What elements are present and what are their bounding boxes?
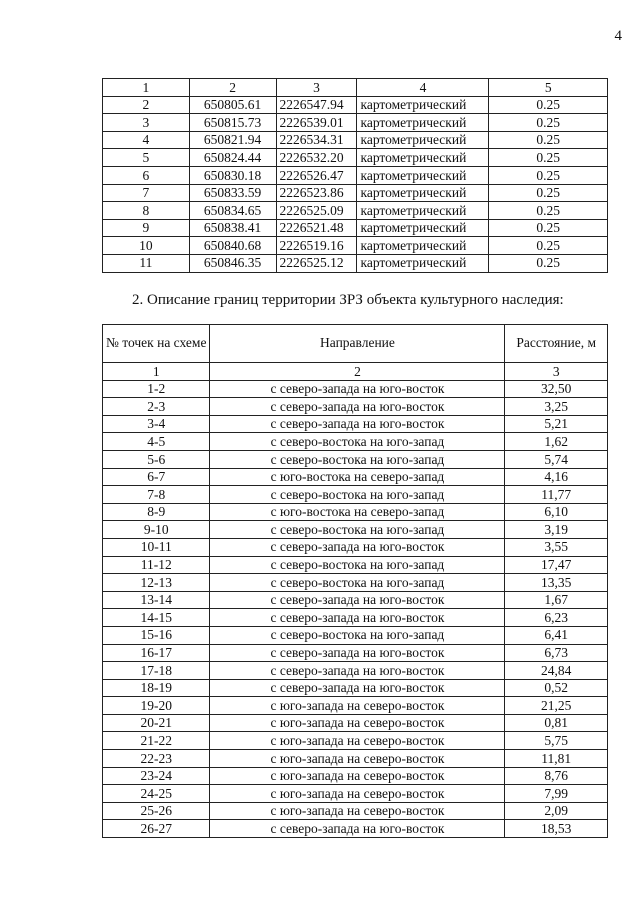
cell-method: картометрический — [357, 202, 489, 220]
cell-distance: 1,67 — [505, 591, 608, 609]
cell-distance: 5,75 — [505, 732, 608, 750]
cell-segment: 19-20 — [103, 697, 210, 715]
cell-direction: с северо-запада на юго-восток — [210, 538, 505, 556]
cell-y-coordinate: 2226534.31 — [276, 131, 357, 149]
cell-point-number: 4 — [103, 131, 190, 149]
cell-segment: 15-16 — [103, 626, 210, 644]
cell-direction: с северо-запада на юго-восток — [210, 679, 505, 697]
cell-direction: с юго-запада на северо-восток — [210, 697, 505, 715]
table-row — [103, 450, 608, 468]
table-header-row — [103, 325, 608, 363]
cell-direction: с юго-запада на северо-восток — [210, 802, 505, 820]
table-row — [103, 114, 608, 132]
cell-y-coordinate: 2226523.86 — [276, 184, 357, 202]
cell-direction: с северо-запада на юго-восток — [210, 609, 505, 627]
cell-segment: 26-27 — [103, 820, 210, 838]
cell-distance: 32,50 — [505, 380, 608, 398]
cell-segment: 21-22 — [103, 732, 210, 750]
cell-segment: 10-11 — [103, 538, 210, 556]
cell-distance: 3,25 — [505, 398, 608, 416]
cell-method: картометрический — [357, 149, 489, 167]
cell-segment: 7-8 — [103, 486, 210, 504]
cell-method: картометрический — [357, 131, 489, 149]
cell-segment: 13-14 — [103, 591, 210, 609]
cell-direction: с юго-запада на северо-восток — [210, 732, 505, 750]
table-row — [103, 820, 608, 838]
table-row — [103, 237, 608, 255]
cell-distance: 3,55 — [505, 538, 608, 556]
table-header-row — [103, 79, 608, 97]
cell-accuracy: 0.25 — [489, 237, 608, 255]
cell-y-coordinate: 2226539.01 — [276, 114, 357, 132]
column-number-row — [103, 363, 608, 381]
cell-x-coordinate: 650840.68 — [189, 237, 276, 255]
cell-distance: 4,16 — [505, 468, 608, 486]
boundary-description-table — [102, 324, 608, 838]
cell-method: картометрический — [357, 114, 489, 132]
table-row — [103, 380, 608, 398]
cell-direction: с северо-запада на юго-восток — [210, 380, 505, 398]
cell-direction: с юго-востока на северо-запад — [210, 468, 505, 486]
cell-distance: 6,41 — [505, 626, 608, 644]
table-row — [103, 503, 608, 521]
cell-distance: 8,76 — [505, 767, 608, 785]
cell-point-number: 5 — [103, 149, 190, 167]
cell-segment: 14-15 — [103, 609, 210, 627]
cell-direction: с северо-востока на юго-запад — [210, 521, 505, 539]
table-row — [103, 96, 608, 114]
cell-direction: с северо-запада на юго-восток — [210, 415, 505, 433]
cell-method: картометрический — [357, 96, 489, 114]
cell-segment: 24-25 — [103, 785, 210, 803]
column-number: 5 — [489, 79, 608, 97]
column-number: 3 — [505, 363, 608, 381]
column-number: 1 — [103, 79, 190, 97]
table-row — [103, 662, 608, 680]
table-row — [103, 574, 608, 592]
cell-direction: с северо-запада на юго-восток — [210, 591, 505, 609]
cell-direction: с юго-запада на северо-восток — [210, 750, 505, 768]
column-number: 3 — [276, 79, 357, 97]
cell-point-number: 3 — [103, 114, 190, 132]
cell-direction: с северо-запада на юго-восток — [210, 398, 505, 416]
cell-x-coordinate: 650846.35 — [189, 254, 276, 272]
cell-segment: 4-5 — [103, 433, 210, 451]
cell-segment: 20-21 — [103, 714, 210, 732]
table-row — [103, 644, 608, 662]
table-row — [103, 556, 608, 574]
cell-y-coordinate: 2226525.12 — [276, 254, 357, 272]
cell-x-coordinate: 650824.44 — [189, 149, 276, 167]
cell-distance: 6,23 — [505, 609, 608, 627]
cell-segment: 23-24 — [103, 767, 210, 785]
coordinates-table — [102, 78, 608, 273]
cell-direction: с северо-востока на юго-запад — [210, 433, 505, 451]
cell-direction: с северо-запада на юго-восток — [210, 820, 505, 838]
cell-x-coordinate: 650833.59 — [189, 184, 276, 202]
cell-distance: 0,81 — [505, 714, 608, 732]
cell-segment: 25-26 — [103, 802, 210, 820]
cell-direction: с северо-востока на юго-запад — [210, 486, 505, 504]
column-header-direction: Направление — [210, 325, 505, 363]
cell-distance: 24,84 — [505, 662, 608, 680]
cell-distance: 2,09 — [505, 802, 608, 820]
cell-distance: 5,74 — [505, 450, 608, 468]
cell-point-number: 10 — [103, 237, 190, 255]
table-row — [103, 802, 608, 820]
table-row — [103, 433, 608, 451]
cell-accuracy: 0.25 — [489, 202, 608, 220]
cell-y-coordinate: 2226521.48 — [276, 219, 357, 237]
cell-x-coordinate: 650834.65 — [189, 202, 276, 220]
cell-distance: 6,73 — [505, 644, 608, 662]
cell-x-coordinate: 650815.73 — [189, 114, 276, 132]
cell-segment: 5-6 — [103, 450, 210, 468]
cell-segment: 11-12 — [103, 556, 210, 574]
cell-segment: 17-18 — [103, 662, 210, 680]
cell-distance: 1,62 — [505, 433, 608, 451]
cell-method: картометрический — [357, 219, 489, 237]
cell-segment: 6-7 — [103, 468, 210, 486]
cell-y-coordinate: 2226526.47 — [276, 166, 357, 184]
cell-x-coordinate: 650821.94 — [189, 131, 276, 149]
cell-y-coordinate: 2226547.94 — [276, 96, 357, 114]
cell-segment: 8-9 — [103, 503, 210, 521]
table-row — [103, 131, 608, 149]
table-row — [103, 679, 608, 697]
cell-distance: 13,35 — [505, 574, 608, 592]
column-number: 2 — [189, 79, 276, 97]
table-row — [103, 415, 608, 433]
table-row — [103, 521, 608, 539]
cell-method: картометрический — [357, 254, 489, 272]
column-number: 2 — [210, 363, 505, 381]
cell-y-coordinate: 2226525.09 — [276, 202, 357, 220]
cell-point-number: 6 — [103, 166, 190, 184]
cell-segment: 16-17 — [103, 644, 210, 662]
table-row — [103, 697, 608, 715]
page-number: 4 — [614, 28, 622, 44]
cell-y-coordinate: 2226519.16 — [276, 237, 357, 255]
table-row — [103, 732, 608, 750]
cell-accuracy: 0.25 — [489, 166, 608, 184]
table-row — [103, 609, 608, 627]
table-row — [103, 538, 608, 556]
cell-point-number: 8 — [103, 202, 190, 220]
cell-segment: 22-23 — [103, 750, 210, 768]
column-header-points: № точек на схеме — [103, 325, 210, 363]
cell-point-number: 2 — [103, 96, 190, 114]
table-row — [103, 202, 608, 220]
cell-point-number: 9 — [103, 219, 190, 237]
cell-accuracy: 0.25 — [489, 96, 608, 114]
cell-direction: с северо-востока на юго-запад — [210, 556, 505, 574]
table-row — [103, 714, 608, 732]
cell-distance: 17,47 — [505, 556, 608, 574]
cell-direction: с северо-запада на юго-восток — [210, 644, 505, 662]
table-row — [103, 591, 608, 609]
table-row — [103, 468, 608, 486]
cell-point-number: 11 — [103, 254, 190, 272]
cell-accuracy: 0.25 — [489, 184, 608, 202]
cell-segment: 2-3 — [103, 398, 210, 416]
column-number: 4 — [357, 79, 489, 97]
column-header-distance: Расстояние, м — [505, 325, 608, 363]
table-row — [103, 184, 608, 202]
table-row — [103, 166, 608, 184]
cell-distance: 7,99 — [505, 785, 608, 803]
cell-distance: 18,53 — [505, 820, 608, 838]
cell-x-coordinate: 650805.61 — [189, 96, 276, 114]
cell-point-number: 7 — [103, 184, 190, 202]
cell-segment: 3-4 — [103, 415, 210, 433]
cell-direction: с юго-запада на северо-восток — [210, 785, 505, 803]
cell-distance: 21,25 — [505, 697, 608, 715]
cell-direction: с северо-запада на юго-восток — [210, 662, 505, 680]
table-row — [103, 398, 608, 416]
cell-accuracy: 0.25 — [489, 219, 608, 237]
cell-direction: с северо-востока на юго-запад — [210, 626, 505, 644]
table-row — [103, 626, 608, 644]
cell-distance: 11,77 — [505, 486, 608, 504]
cell-distance: 6,10 — [505, 503, 608, 521]
cell-method: картометрический — [357, 166, 489, 184]
cell-distance: 5,21 — [505, 415, 608, 433]
cell-method: картометрический — [357, 237, 489, 255]
cell-segment: 12-13 — [103, 574, 210, 592]
cell-accuracy: 0.25 — [489, 114, 608, 132]
table-row — [103, 219, 608, 237]
cell-segment: 18-19 — [103, 679, 210, 697]
table-row — [103, 254, 608, 272]
table-row — [103, 785, 608, 803]
cell-direction: с северо-востока на юго-запад — [210, 574, 505, 592]
cell-x-coordinate: 650830.18 — [189, 166, 276, 184]
cell-direction: с юго-запада на северо-восток — [210, 714, 505, 732]
cell-y-coordinate: 2226532.20 — [276, 149, 357, 167]
cell-direction: с юго-запада на северо-восток — [210, 767, 505, 785]
cell-distance: 3,19 — [505, 521, 608, 539]
cell-distance: 0,52 — [505, 679, 608, 697]
cell-distance: 11,81 — [505, 750, 608, 768]
cell-direction: с северо-востока на юго-запад — [210, 450, 505, 468]
cell-segment: 9-10 — [103, 521, 210, 539]
cell-method: картометрический — [357, 184, 489, 202]
cell-segment: 1-2 — [103, 380, 210, 398]
section-title: 2. Описание границ территории ЗРЗ объекта культурного наследия: — [132, 292, 564, 308]
cell-accuracy: 0.25 — [489, 254, 608, 272]
column-number: 1 — [103, 363, 210, 381]
table-row — [103, 750, 608, 768]
cell-accuracy: 0.25 — [489, 149, 608, 167]
table-row — [103, 767, 608, 785]
cell-accuracy: 0.25 — [489, 131, 608, 149]
table-row — [103, 149, 608, 167]
table-row — [103, 486, 608, 504]
cell-direction: с юго-востока на северо-запад — [210, 503, 505, 521]
cell-x-coordinate: 650838.41 — [189, 219, 276, 237]
